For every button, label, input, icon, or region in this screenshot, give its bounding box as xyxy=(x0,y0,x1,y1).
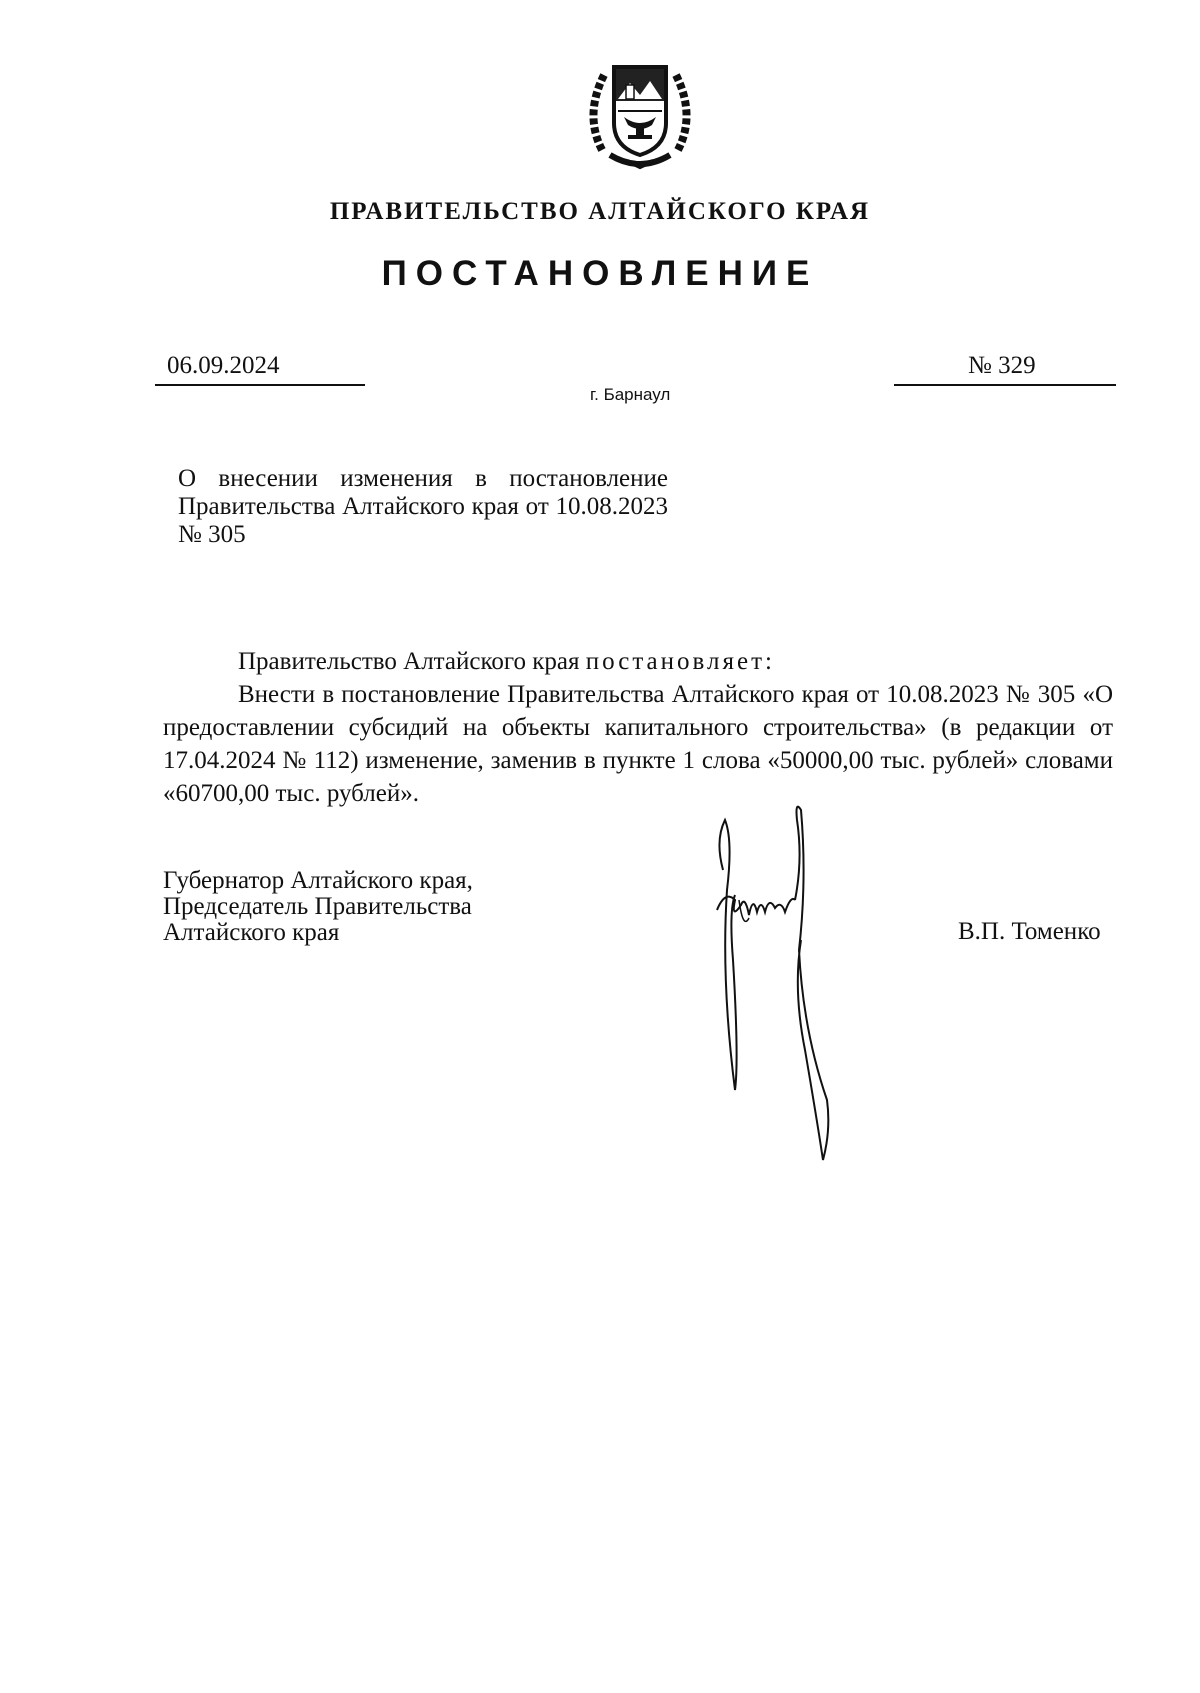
intro-prefix: Правительство Алтайского края xyxy=(238,648,586,675)
signer-name: В.П. Томенко xyxy=(958,918,1101,945)
position-line-2: Председатель Правительства xyxy=(163,893,472,920)
document-number: № 329 xyxy=(968,352,1036,379)
signer-position xyxy=(163,868,473,946)
position-line-3: Алтайского края xyxy=(163,919,340,946)
date-field xyxy=(155,352,365,386)
position-line-1: Губернатор Алтайского края, xyxy=(163,867,473,894)
document-body xyxy=(163,645,1113,810)
organization-title: ПРАВИТЕЛЬСТВО АЛТАЙСКОГО КРАЯ xyxy=(329,198,871,225)
intro-paragraph xyxy=(163,645,1113,678)
city: г. Барнаул xyxy=(590,385,671,404)
document-subject: О внесении изменения в постановление Правительства Алтайского края от 10.08.2023 № 305 xyxy=(178,465,668,548)
document-date: 06.09.2024 xyxy=(167,352,280,379)
main-paragraph: Внести в постановление Правительства Алтайского края от 10.08.2023 № 305 «О предоставлении субсидий на объекты капитального строительства» (в редакции от 17.04.2024 № 112) изменение, заменив в пункте 1 слова «50000,00 тыс. рублей» словами «60700,00 тыс. рублей». xyxy=(163,681,1113,807)
number-field xyxy=(894,352,1116,386)
document-type-title: ПОСТАНОВЛЕНИЕ xyxy=(381,254,819,293)
handwritten-signature-icon xyxy=(705,800,840,1170)
intro-verb: постановляет: xyxy=(585,648,775,675)
altai-coat-of-arms-icon xyxy=(582,55,698,171)
